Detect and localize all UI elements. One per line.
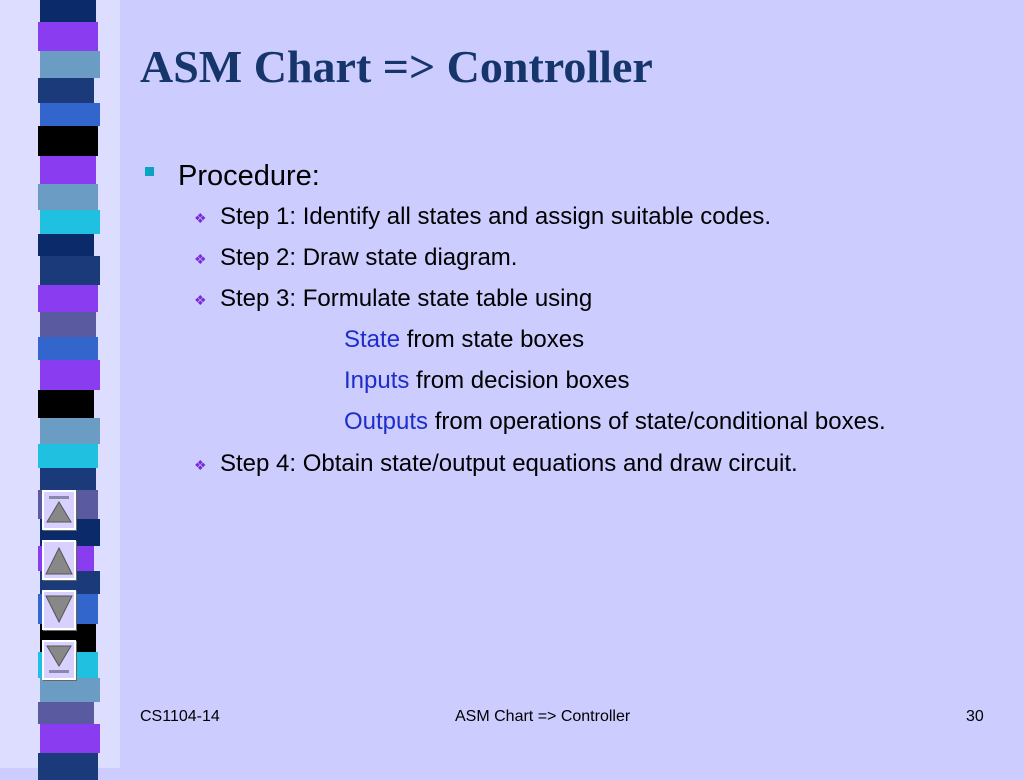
step-item: Step 3: Formulate state table using: [220, 285, 593, 312]
decorative-stripe: [40, 103, 100, 126]
decorative-stripe: [38, 753, 98, 780]
decorative-stripe: [38, 184, 98, 210]
sub-item: [344, 367, 630, 395]
decorative-stripe: [38, 702, 94, 724]
first-slide-icon: [44, 492, 74, 528]
next-slide-icon: [44, 592, 74, 628]
decorative-stripe: [40, 418, 100, 444]
decorative-stripe: [40, 0, 96, 22]
slide-title: ASM Chart => Controller: [140, 41, 653, 92]
sub-item-text: from decision boxes: [409, 367, 630, 394]
decorative-stripe: [38, 337, 98, 360]
square-bullet-icon: [145, 167, 154, 176]
sub-item-text: from operations of state/conditional boxes.: [428, 408, 886, 435]
last-slide-icon: [44, 642, 74, 678]
decorative-stripe: [40, 256, 100, 285]
procedure-label: Procedure:: [178, 160, 320, 192]
decorative-stripe: [38, 126, 98, 156]
decorative-stripe: [40, 724, 100, 753]
step-item: Step 1: Identify all states and assign suitable codes.: [220, 203, 772, 230]
sub-item: [344, 408, 886, 436]
decorative-stripe: [40, 156, 96, 184]
decorative-stripe: [40, 360, 100, 390]
step-item: Step 2: Draw state diagram.: [220, 244, 518, 271]
previous-slide-button[interactable]: [42, 540, 76, 580]
sub-item-keyword: State: [344, 326, 401, 353]
sub-item-keyword: Outputs: [344, 408, 429, 435]
diamond-bullet-icon: ❖: [194, 251, 207, 267]
decorative-stripe: [38, 78, 94, 103]
decorative-stripe: [38, 285, 98, 312]
page-number: 30: [966, 708, 984, 725]
decorative-stripe: [38, 390, 94, 418]
sub-item-text: from state boxes: [400, 326, 585, 353]
decorative-stripe: [40, 51, 100, 78]
next-slide-button[interactable]: [42, 590, 76, 630]
decorative-stripe: [40, 468, 96, 490]
decorative-stripe: [38, 22, 98, 51]
step-item: Step 4: Obtain state/output equations and draw circuit.: [220, 450, 798, 477]
sub-item-keyword: Inputs: [344, 367, 410, 394]
first-slide-button[interactable]: [42, 490, 76, 530]
decorative-stripe: [40, 678, 100, 702]
last-slide-button[interactable]: [42, 640, 76, 680]
decorative-stripe: [38, 444, 98, 468]
diamond-bullet-icon: ❖: [194, 457, 207, 473]
decorative-stripe: [40, 312, 96, 337]
footer-slide-title: ASM Chart => Controller: [455, 708, 631, 725]
decorative-stripe: [38, 234, 94, 256]
sub-item: [344, 326, 584, 354]
diamond-bullet-icon: ❖: [194, 292, 207, 308]
decorative-stripe: [40, 210, 100, 234]
diamond-bullet-icon: ❖: [194, 210, 207, 226]
previous-slide-icon: [44, 542, 74, 578]
footer-course-code: CS1104-14: [140, 708, 220, 725]
